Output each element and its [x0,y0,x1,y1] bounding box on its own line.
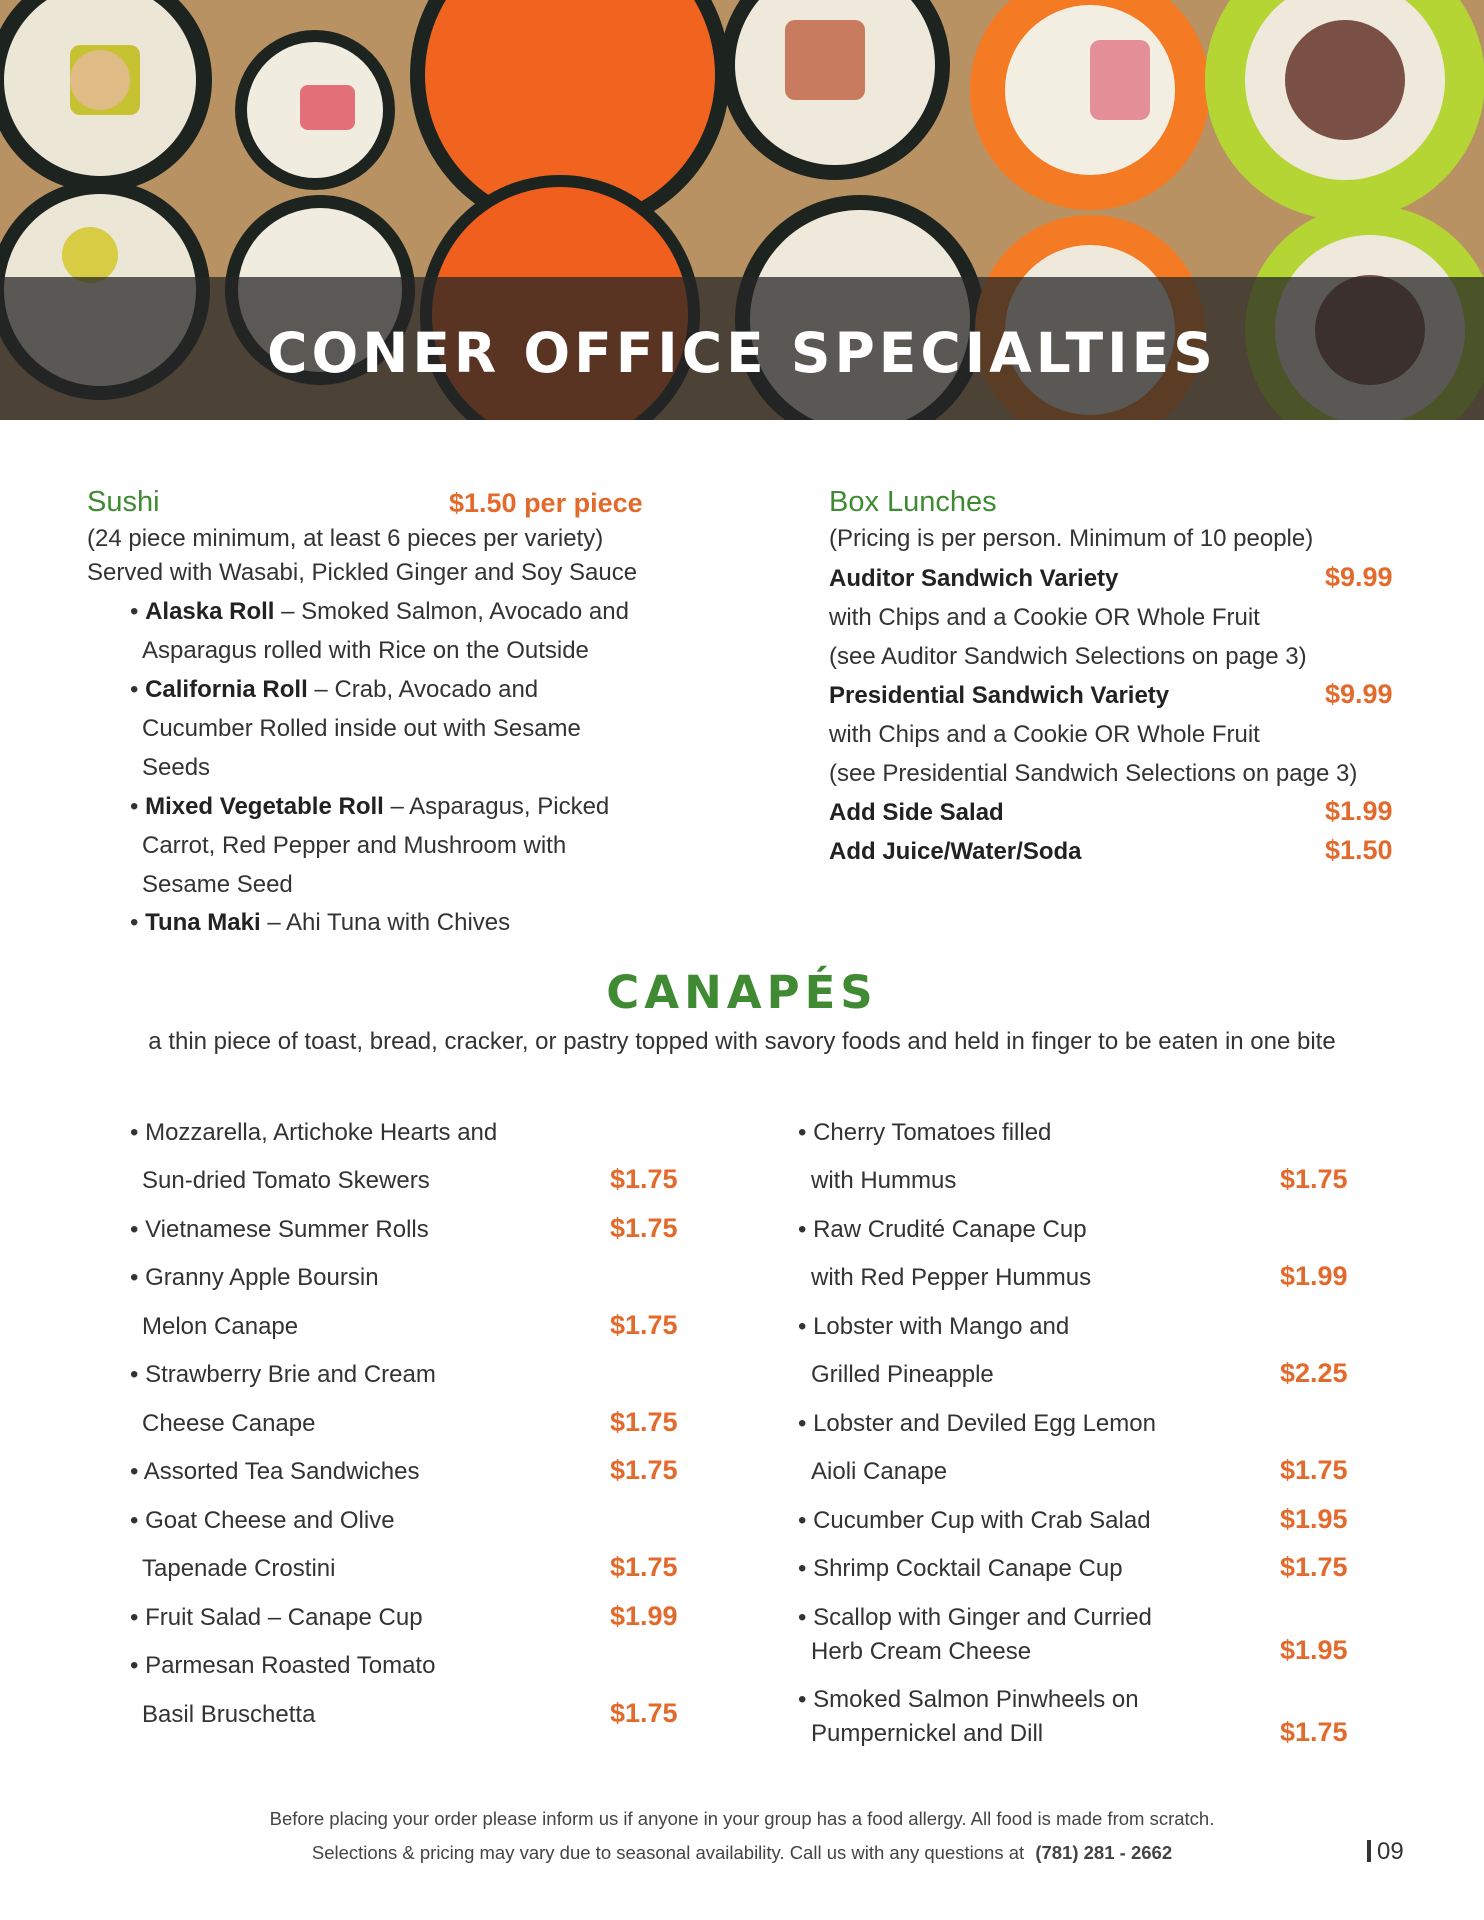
canape-price: $1.75 [610,1310,678,1340]
canapes-title: CANAPÉS [606,966,878,1019]
canape-item-cont: Herb Cream Cheese [811,1638,1032,1665]
sushi-item-desc: – Smoked Salmon, Avocado and [274,598,629,625]
bullet-dot: • [130,598,146,625]
canape-price: $1.99 [610,1601,678,1631]
sushi-item-desc: Cucumber Rolled inside out with Sesame [142,715,581,742]
sushi-item-name: Alaska Roll [145,598,275,625]
canape-price: $1.75 [610,1455,678,1485]
box-item-price: $9.99 [1325,562,1393,592]
sushi-price: $1.50 per piece [449,488,643,518]
canape-item-cont: with Red Pepper Hummus [811,1264,1092,1291]
page-number-value: 09 [1377,1838,1404,1865]
canape-price: $1.75 [610,1698,678,1728]
canape-item: • Shrimp Cocktail Canape Cup [798,1555,1123,1582]
box-item-detail: with Chips and a Cookie OR Whole Fruit [829,604,1260,631]
canape-item: • Mozzarella, Artichoke Hearts and [130,1119,498,1146]
canape-item-cont: with Hummus [811,1167,957,1194]
box-lunches-note: (Pricing is per person. Minimum of 10 people) [829,525,1314,552]
canape-price: $1.75 [610,1407,678,1437]
sushi-item-name: California Roll [145,676,308,703]
phone-number[interactable]: (781) 281 - 2662 [1035,1842,1173,1863]
sushi-item-desc: – Ahi Tuna with Chives [260,909,511,936]
sushi-item [130,909,510,937]
canape-price: $1.99 [1280,1261,1348,1291]
sushi-item-desc: Carrot, Red Pepper and Mushroom with [142,832,567,859]
canape-item: • Lobster and Deviled Egg Lemon [798,1410,1156,1437]
sushi-item [130,676,538,704]
canape-item: • Parmesan Roasted Tomato [130,1652,436,1679]
canape-price: $2.25 [1280,1358,1348,1388]
canape-item: • Scallop with Ginger and Curried [798,1604,1152,1631]
canape-item-cont: Cheese Canape [142,1410,316,1437]
box-item-detail: with Chips and a Cookie OR Whole Fruit [829,721,1260,748]
footer-pricing-note [0,1842,1484,1864]
canape-item: • Vietnamese Summer Rolls [130,1216,429,1243]
sushi-item-desc: Sesame Seed [142,871,293,898]
bullet-dot: • [130,909,146,936]
hero-banner [0,0,1484,420]
sushi-title: Sushi [87,486,160,518]
sushi-item-desc: – Crab, Avocado and [307,676,539,703]
box-item-name: Add Side Salad [829,799,1004,826]
title-band [0,277,1484,420]
canape-item: • Cherry Tomatoes filled [798,1119,1052,1146]
canape-price: $1.75 [610,1164,678,1194]
canape-item: • Smoked Salmon Pinwheels on [798,1686,1139,1713]
sushi-note-served: Served with Wasabi, Pickled Ginger and Soy Sauce [87,559,638,586]
canape-item: • Granny Apple Boursin [130,1264,379,1291]
sushi-item-name: Tuna Maki [145,909,261,936]
canape-item: • Raw Crudité Canape Cup [798,1216,1087,1243]
page-title: CONER OFFICE SPECIALTIES [267,320,1217,385]
box-item-name: Auditor Sandwich Variety [829,565,1119,592]
sushi-item-name: Mixed Vegetable Roll [145,793,384,820]
page-number-divider [1367,1840,1371,1862]
canape-item-cont: Sun-dried Tomato Skewers [142,1167,430,1194]
canape-item: • Cucumber Cup with Crab Salad [798,1507,1151,1534]
box-item-price: $9.99 [1325,679,1393,709]
canape-item: • Lobster with Mango and [798,1313,1070,1340]
footer-allergy-note: Before placing your order please inform us if anyone in your group has a food allergy. All food is made from scratch. [269,1808,1215,1829]
canape-item: • Fruit Salad – Canape Cup [130,1604,423,1631]
canape-item-cont: Tapenade Crostini [142,1555,336,1582]
canape-item: • Goat Cheese and Olive [130,1507,395,1534]
box-item-name: Add Juice/Water/Soda [829,838,1082,865]
canape-price: $1.75 [610,1552,678,1582]
sushi-item-desc: Asparagus rolled with Rice on the Outside [142,637,589,664]
canape-item-cont: Grilled Pineapple [811,1361,994,1388]
bullet-dot: • [130,676,146,703]
bullet-dot: • [130,793,146,820]
canape-item-cont: Pumpernickel and Dill [811,1720,1044,1747]
sushi-item-desc: Seeds [142,754,211,781]
box-item-price: $1.50 [1325,835,1393,865]
page-number [1367,1838,1404,1866]
box-item-detail: (see Presidential Sandwich Selections on page 3) [829,760,1358,787]
sushi-item [130,598,629,626]
box-lunches-title: Box Lunches [829,486,997,518]
canapes-subtitle: a thin piece of toast, bread, cracker, or pastry topped with savory foods and held in finger to be eaten in one bite [148,1028,1336,1055]
sushi-note-minimum: (24 piece minimum, at least 6 pieces per variety) [87,525,604,552]
canape-item: • Assorted Tea Sandwiches [130,1458,420,1485]
canape-price: $1.75 [1280,1552,1348,1582]
canape-price: $1.75 [610,1213,678,1243]
canape-item: • Strawberry Brie and Cream [130,1361,436,1388]
canape-item-cont: Basil Bruschetta [142,1701,316,1728]
box-item-detail: (see Auditor Sandwich Selections on page 3) [829,643,1307,670]
box-item-name: Presidential Sandwich Variety [829,682,1170,709]
sushi-item [130,793,609,821]
canape-item-cont: Aioli Canape [811,1458,948,1485]
canape-price: $1.75 [1280,1717,1348,1747]
canape-price: $1.75 [1280,1164,1348,1194]
canape-price: $1.95 [1280,1635,1348,1665]
box-item-price: $1.99 [1325,796,1393,826]
canape-price: $1.75 [1280,1455,1348,1485]
footer-pricing-text: Selections & pricing may vary due to seasonal availability. Call us with any questions at [311,1842,1030,1863]
canape-item-cont: Melon Canape [142,1313,299,1340]
sushi-item-desc: – Asparagus, Picked [383,793,610,820]
canape-price: $1.95 [1280,1504,1348,1534]
